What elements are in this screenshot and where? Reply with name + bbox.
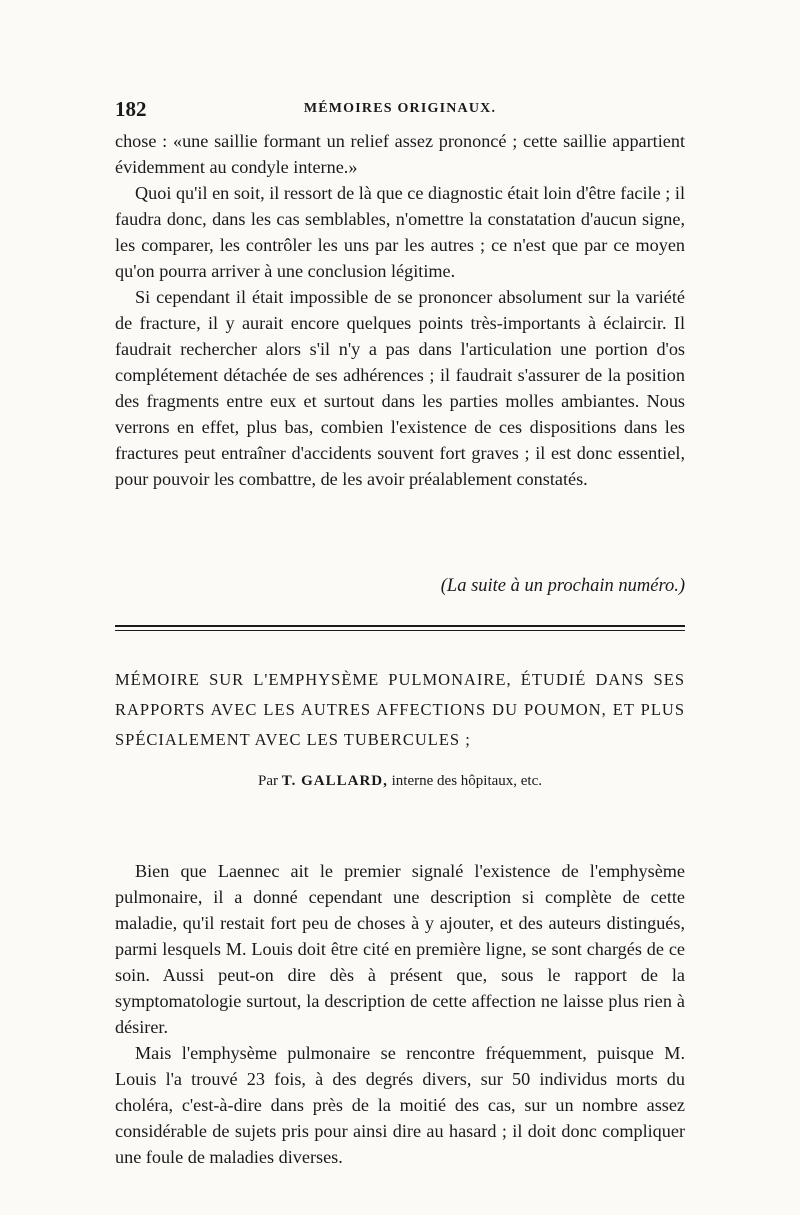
page-number: 182 bbox=[115, 97, 147, 121]
body-paragraph: Si cependant il était impossible de se prononcer absolument sur la variété de fracture, il y aurait encore quelques points très-importants à éclaircir. Il faudrait rechercher alors s'il n'y a pas dans l'articulation une portion d'os complétement détachée de ses adhérences ; il faudrait s'assurer de la position des fragments entre eux et surtout dans les parties molles ambiantes. Nous verrons en effet, plus bas, combien l'existence de ces dispositions dans les fractures peut entraîner d'accidents souvent fort graves ; il est donc essentiel, pour pouvoir les combattre, de les avoir préalablement constatés. bbox=[115, 287, 685, 489]
running-title: MÉMOIRES ORIGINAUX. bbox=[303, 101, 497, 116]
previous-article-body bbox=[115, 128, 685, 492]
author-affiliation: interne des hôpitaux, etc. bbox=[391, 773, 543, 789]
opening-quote-paragraph: chose : «une saillie formant un relief assez prononcé ; cette saillie appartient évidemment au condyle interne.» bbox=[115, 131, 685, 177]
byline bbox=[115, 773, 685, 790]
article-title: MÉMOIRE SUR L'EMPHYSÈME PULMONAIRE, ÉTUDIÉ DANS SES RAPPORTS AVEC LES AUTRES AFFECTIONS DU POUMON, ET PLUS SPÉCIALEMENT AVEC LES TUBERCULES ; bbox=[115, 670, 685, 749]
body-paragraph: Quoi qu'il en soit, il ressort de là que ce diagnostic était loin d'être facile ; il faudra donc, dans les cas semblables, n'omettre la constatation d'aucun signe, les comparer, les contrôler les uns par les autres ; ce n'est que par ce moyen qu'on pourra arriver à une conclusion légitime. bbox=[115, 183, 685, 281]
byline-prefix: Par bbox=[257, 773, 278, 789]
page-header bbox=[115, 97, 685, 127]
section-divider bbox=[115, 625, 685, 627]
body-paragraph: Bien que Laennec ait le premier signalé l'existence de l'emphysème pulmonaire, il a donné cependant une description si complète de cette maladie, qu'il restait fort peu de choses à y ajouter, et des auteurs distingués, parmi lesquels M. Louis doit être cité en première ligne, se sont chargés de ce soin. Aussi peut-on dire dès à présent que, sous le rapport de la symptomatologie surtout, la description de cette affection ne laisse plus rien à désirer. bbox=[115, 861, 685, 1037]
section-divider bbox=[115, 630, 685, 631]
continued-note: (La suite à un prochain numéro.) bbox=[440, 576, 685, 596]
author-name: T. GALLARD, bbox=[281, 773, 388, 789]
article-body bbox=[115, 858, 685, 1170]
body-paragraph: Mais l'emphysème pulmonaire se rencontre fréquemment, puisque M. Louis l'a trouvé 23 fois, à des degrés divers, sur 50 individus morts du choléra, c'est-à-dire dans près de la moitié des cas, sur un nombre assez considérable de sujets pris pour ainsi dire au hasard ; il doit donc compliquer une foule de maladies diverses. bbox=[115, 1043, 685, 1167]
